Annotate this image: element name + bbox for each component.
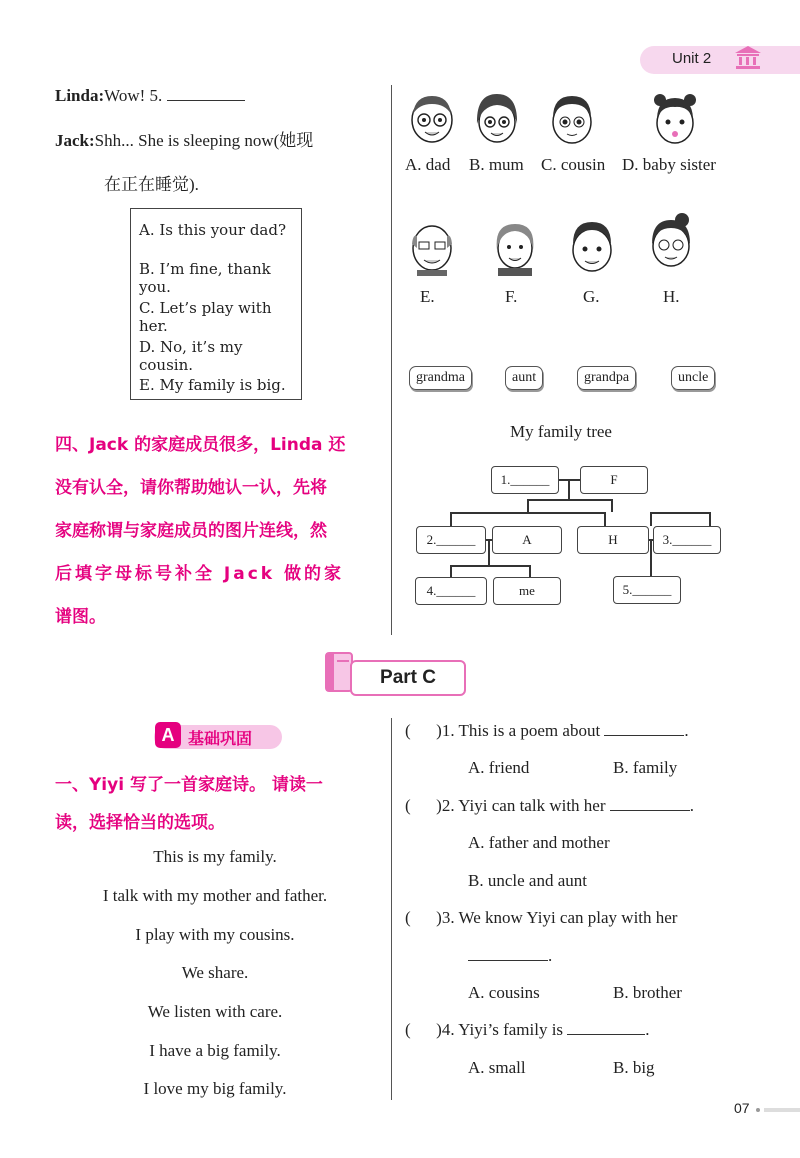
label-f: F. xyxy=(505,287,518,306)
poem-line: We listen with care. xyxy=(147,1002,283,1021)
tree-line xyxy=(450,565,452,577)
word-card-grandma[interactable]: grandma xyxy=(409,366,472,390)
section1-line1: 一、Yiyi 写了一首家庭诗。 请读一 xyxy=(55,775,323,795)
answer-paren[interactable]: ( ) xyxy=(405,721,442,740)
section4-line: 没有认全，请你帮助她认一认，先将 xyxy=(55,478,327,498)
q2-option-a: A. father and mother xyxy=(468,833,610,852)
question-4: ( )4. Yiyi’s family is . xyxy=(405,1020,650,1039)
options-box xyxy=(130,208,302,400)
speaker-linda: Linda xyxy=(55,86,99,105)
label-e: E. xyxy=(420,287,435,306)
speaker-jack: Jack xyxy=(55,131,89,150)
question-3 xyxy=(405,908,677,928)
tree-box-h: H xyxy=(577,526,649,554)
dialog-linda: Linda:Wow! 5. xyxy=(55,86,245,106)
answer-blank-5[interactable] xyxy=(167,100,245,101)
uncle-portrait xyxy=(565,218,619,276)
label-h: H. xyxy=(663,287,680,306)
poem-line: I have a big family. xyxy=(149,1041,281,1060)
footer-bar xyxy=(764,1108,800,1112)
cousin-portrait xyxy=(545,90,599,148)
jack-line-cont: 在正在睡觉). xyxy=(104,175,199,194)
tree-line xyxy=(450,512,605,514)
poem-line: I love my big family. xyxy=(143,1079,287,1098)
section4-line: 谱图。 xyxy=(55,607,106,627)
word-card-uncle[interactable]: uncle xyxy=(671,366,715,390)
label-dad: A. dad xyxy=(405,155,451,174)
tree-line xyxy=(450,565,530,567)
jack-line: Shh... She is sleeping now(她现 xyxy=(94,131,314,150)
option-e: E. My family is big. xyxy=(139,376,286,394)
question-text: 4. Yiyi’s family is xyxy=(441,1020,564,1039)
section4-line: 家庭称谓与家庭成员的图片连线，然 xyxy=(55,521,327,541)
tree-box-5[interactable]: 5.______ xyxy=(613,576,681,604)
tree-line xyxy=(709,512,711,526)
word-card-grandpa[interactable]: grandpa xyxy=(577,366,636,390)
option-a: A. Is this your dad? xyxy=(139,221,287,239)
tree-line xyxy=(488,539,490,565)
tree-box-f: F xyxy=(580,466,648,494)
tree-box-1[interactable]: 1.______ xyxy=(491,466,559,494)
page-number: 07 xyxy=(734,1100,750,1116)
answer-paren[interactable]: ( ) xyxy=(405,908,442,927)
section4-instructions xyxy=(55,424,345,639)
column-divider-bottom xyxy=(391,718,392,1100)
grandpa-portrait xyxy=(405,218,459,276)
mum-portrait xyxy=(470,90,524,148)
q1-option-b: B. family xyxy=(613,758,678,777)
part-c-title: Part C xyxy=(380,667,436,688)
badge-letter: A xyxy=(155,722,181,748)
q3-option-a: A. cousins xyxy=(468,983,540,1002)
q4-option-a: A. small xyxy=(468,1058,526,1077)
option-d: D. No, it’s my cousin. xyxy=(139,338,243,374)
poem-line: This is my family. xyxy=(153,847,277,866)
section1-line2: 读，选择恰当的选项。 xyxy=(55,813,225,833)
option-c: C. Let’s play with her. xyxy=(139,299,272,335)
q3-option-b: B. brother xyxy=(613,983,682,1002)
option-b: B. I’m fine, thank you. xyxy=(139,260,271,296)
tree-line xyxy=(527,499,611,501)
label-mum: B. mum xyxy=(469,155,524,174)
question-text: 3. We know Yiyi can play with her xyxy=(441,908,678,927)
tree-line xyxy=(611,499,613,512)
question-3-blank: . xyxy=(468,946,552,966)
badge-text: 基础巩固 xyxy=(188,729,253,748)
part-c-banner xyxy=(350,660,466,696)
linda-line: Wow! 5. xyxy=(104,86,163,105)
section4-line: 四、Jack 的家庭成员很多，Linda 还 xyxy=(55,435,346,455)
question-text: 1. This is a poem about xyxy=(441,721,601,740)
poem-line: I play with my cousins. xyxy=(135,925,295,944)
grandma-portrait xyxy=(488,218,542,276)
building-icon xyxy=(733,44,763,70)
question-1: ( )1. This is a poem about . xyxy=(405,721,689,740)
tree-line xyxy=(604,512,606,526)
q4-option-b: B. big xyxy=(613,1058,655,1077)
aunt-portrait xyxy=(644,212,698,270)
dialog-jack: Jack:Shh... She is sleeping now(她现 xyxy=(55,131,314,150)
poem-line: I talk with my mother and father. xyxy=(102,886,328,905)
unit-tab xyxy=(640,46,800,74)
tree-line xyxy=(529,565,531,577)
tree-box-3[interactable]: 3.______ xyxy=(653,526,721,554)
tree-line xyxy=(568,479,570,499)
tree-title: My family tree xyxy=(510,422,612,441)
tree-line xyxy=(650,539,652,576)
answer-blank[interactable] xyxy=(567,1034,645,1035)
word-card-aunt[interactable]: aunt xyxy=(505,366,543,390)
tree-box-2[interactable]: 2.______ xyxy=(416,526,486,554)
answer-blank[interactable] xyxy=(610,810,690,811)
answer-blank[interactable] xyxy=(604,735,684,736)
q1-option-a: A. friend xyxy=(468,758,530,777)
column-divider-top xyxy=(391,85,392,635)
tree-box-4[interactable]: 4.______ xyxy=(415,577,487,605)
tree-line xyxy=(450,512,452,526)
tree-line xyxy=(527,499,529,512)
tree-box-a: A xyxy=(492,526,562,554)
dad-portrait xyxy=(405,90,459,148)
poem-line: We share. xyxy=(181,963,249,982)
label-cousin: C. cousin xyxy=(541,155,606,174)
baby-sister-portrait xyxy=(648,90,702,148)
label-g: G. xyxy=(583,287,600,306)
answer-blank[interactable] xyxy=(468,960,548,961)
section4-line: 后填字母标号补全 Jack 做的家 xyxy=(55,564,345,584)
tree-line xyxy=(650,512,652,526)
q2-option-b: B. uncle and aunt xyxy=(468,871,587,890)
answer-paren[interactable]: ( ) xyxy=(405,796,442,815)
tree-box-me: me xyxy=(493,577,561,605)
footer-dot xyxy=(756,1108,760,1112)
question-text: 2. Yiyi can talk with her xyxy=(441,796,606,815)
answer-paren[interactable]: ( ) xyxy=(405,1020,442,1039)
unit-label: Unit 2 xyxy=(672,50,712,67)
label-baby-sister: D. baby sister xyxy=(622,155,716,174)
tree-line xyxy=(650,512,710,514)
question-2: ( )2. Yiyi can talk with her . xyxy=(405,796,694,815)
